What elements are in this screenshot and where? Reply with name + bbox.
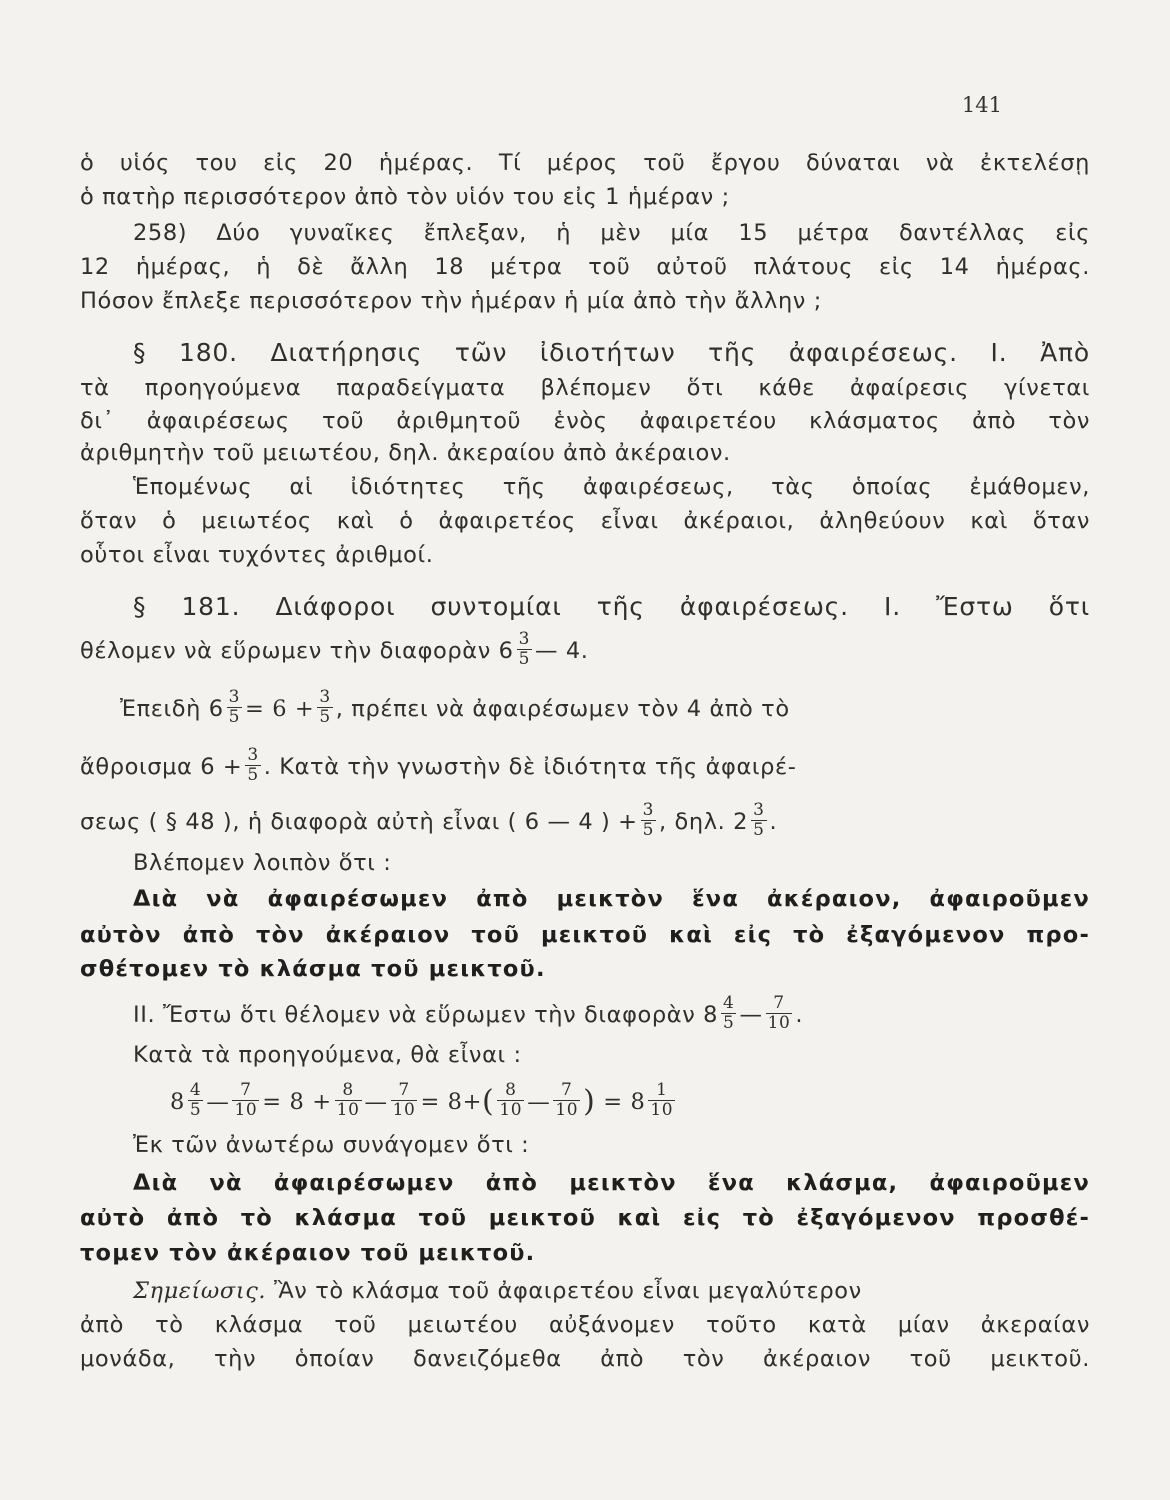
text-segment: .: [795, 1002, 804, 1028]
text-segment: ΙΙ. Ἔστω ὅτι θέλομεν νὰ εὕρωμεν τὴν διαφορὰν 8: [133, 1002, 719, 1028]
text-line: 12 ἡμέρας, ἡ δὲ ἄλλη 18 μέτρα τοῦ αὐτοῦ πλάτους εἰς 14 ἡμέρας.: [80, 254, 1090, 280]
fraction: $\frac{3}{5}$: [319, 687, 331, 727]
text-segment: Ἐπειδὴ 6: [120, 696, 224, 722]
fraction: $\frac{7}{10}$: [392, 1080, 416, 1120]
text-line: Ἑπομένως αἱ ἰδιότητες τῆς ἀφαιρέσεως, τὰς ὁποίας ἐμάθομεν,: [133, 474, 1090, 500]
fraction: $\frac{3}{5}$: [518, 629, 530, 669]
text-segment: , πρέπει νὰ ἀφαιρέσωμεν τὸν 4 ἀπὸ τὸ: [335, 696, 790, 722]
text-line: Ἐκ τῶν ἀνωτέρω συνάγομεν ὅτι :: [133, 1132, 530, 1158]
rule-text: σθέτομεν τὸ κλάσμα τοῦ μεικτοῦ.: [80, 956, 546, 982]
fraction: $\frac{4}{5}$: [189, 1080, 202, 1120]
math-line: [80, 745, 1090, 787]
text-segment: θέλομεν νὰ εὕρωμεν τὴν διαφορὰν 6: [80, 638, 514, 664]
fraction: $\frac{8}{10}$: [336, 1080, 360, 1120]
math-line: [120, 687, 1130, 729]
text-line: ἀριθμητὴν τοῦ μειωτέου, δηλ. ἀκεραίου ἀπὸ ἀκέραιον.: [80, 440, 731, 466]
text-line: ὁ πατὴρ περισσότερον ἀπὸ τὸν υἱόν του εἰς 1 ἡμέραν ;: [80, 184, 730, 210]
text-segment: —: [739, 1002, 763, 1028]
text-segment: σεως ( § 48 ), ἡ διαφορὰ αὐτὴ εἶναι ( 6 — 4 ) +: [80, 809, 638, 835]
fraction: $\frac{7}{10}$: [234, 1080, 258, 1120]
rule-text: αὐτὸ ἀπὸ τὸ κλάσμα τοῦ μεικτοῦ καὶ εἰς τὸ ἐξαγόμενον προσθέ-: [80, 1205, 1090, 1231]
rule-text: τομεν τὸν ἀκέραιον τοῦ μεικτοῦ.: [80, 1240, 536, 1266]
text-line: ὁ υἱός του εἰς 20 ἡμέρας. Τί μέρος τοῦ ἔργου δύναται νὰ ἐκτελέσῃ: [80, 150, 1090, 176]
math-line: [80, 629, 1090, 671]
text-segment: ἄθροισμα 6 +: [80, 754, 243, 780]
section-181-heading: § 181. Διάφοροι συντομίαι τῆς ἀφαιρέσεως. Ι. Ἔστω ὅτι: [133, 592, 1090, 621]
text-segment: . Κατὰ τὴν γνωστὴν δὲ ἰδιότητα τῆς ἀφαιρέ-: [263, 754, 797, 780]
equation-line: 8 $\frac{4}{5}$ — $\frac{7}{10}$ = 8 + $\frac{8}{10}$ — $\frac{7}{10}$ = 8+( $\frac{8}{10}$ — $\frac{7}{10}$ ) = 8 $\frac{1}{10}$: [170, 1080, 674, 1120]
text-line: Κατὰ τὰ προηγούμενα, θὰ εἶναι :: [133, 1042, 522, 1068]
note-line: [133, 1276, 1090, 1306]
fraction: $\frac{3}{5}$: [753, 800, 765, 840]
text-segment: , δηλ. 2: [659, 809, 749, 835]
page-number: 141: [961, 93, 1002, 117]
fraction: $\frac{4}{5}$: [723, 993, 735, 1033]
text-line: ἀπὸ τὸ κλάσμα τοῦ μειωτέου αὐξάνομεν τοῦτο κατὰ μίαν ἀκεραίαν: [80, 1312, 1090, 1338]
text-line: μονάδα, τὴν ὁποίαν δανειζόμεθα ἀπὸ τὸν ἀκέραιον τοῦ μεικτοῦ.: [80, 1346, 1090, 1372]
text-line: τὰ προηγούμενα παραδείγματα βλέπομεν ὅτι κάθε ἀφαίρεσις γίνεται: [80, 375, 1090, 401]
left-paren: (: [482, 1084, 495, 1119]
section-180-heading: § 180. Διατήρησις τῶν ἰδιοτήτων τῆς ἀφαιρέσεως. Ι. Ἀπὸ: [133, 338, 1090, 367]
text-segment: — 4.: [534, 638, 589, 664]
fraction: $\frac{3}{5}$: [228, 687, 241, 727]
text-line: ὅταν ὁ μειωτέος καὶ ὁ ἀφαιρετέος εἶναι ἀκέραιοι, ἀληθεύουν καὶ ὅταν: [80, 508, 1090, 534]
text-line: δι᾽ ἀφαιρέσεως τοῦ ἀριθμητοῦ ἑνὸς ἀφαιρετέου κλάσματος ἀπὸ τὸν: [80, 408, 1090, 434]
text-line: Πόσον ἔπλεξε περισσότερον τὴν ἡμέραν ἡ μία ἀπὸ τὴν ἄλλην ;: [80, 288, 822, 314]
fraction: $\frac{3}{5}$: [247, 745, 259, 785]
text-segment: Ἂν τὸ κλάσμα τοῦ ἀφαιρετέου εἶναι μεγαλύτερον: [273, 1278, 862, 1304]
fraction: $\frac{7}{10}$: [767, 993, 791, 1033]
fraction: $\frac{8}{10}$: [499, 1080, 523, 1120]
exercise-258: 258) Δύο γυναῖκες ἔπλεξαν, ἡ μὲν μία 15 μέτρα δαντέλλας εἰς: [133, 220, 1090, 246]
rule-text: Διὰ νὰ ἀφαιρέσωμεν ἀπὸ μεικτὸν ἕνα κλάσμα, ἀφαιροῦμεν: [133, 1170, 1090, 1196]
right-paren: ): [583, 1084, 596, 1119]
fraction: $\frac{1}{10}$: [650, 1080, 674, 1120]
fraction: $\frac{7}{10}$: [555, 1080, 579, 1120]
math-line: [133, 993, 1090, 1035]
fraction: $\frac{3}{5}$: [642, 800, 654, 840]
math-line: [80, 800, 1090, 842]
rule-text: αὐτὸν ἀπὸ τὸν ἀκέραιον τοῦ μεικτοῦ καὶ εἰς τὸ ἐξαγόμενον προ-: [80, 922, 1090, 948]
text-line: Βλέπομεν λοιπὸν ὅτι :: [133, 850, 392, 876]
text-segment: .: [769, 809, 778, 835]
text-line: οὗτοι εἶναι τυχόντες ἀριθμοί.: [80, 542, 434, 568]
rule-text: Διὰ νὰ ἀφαιρέσωμεν ἀπὸ μεικτὸν ἕνα ἀκέραιον, ἀφαιροῦμεν: [133, 886, 1090, 912]
text-segment: = 6 +: [245, 696, 315, 722]
note-label: Σημείωσις.: [133, 1278, 267, 1304]
